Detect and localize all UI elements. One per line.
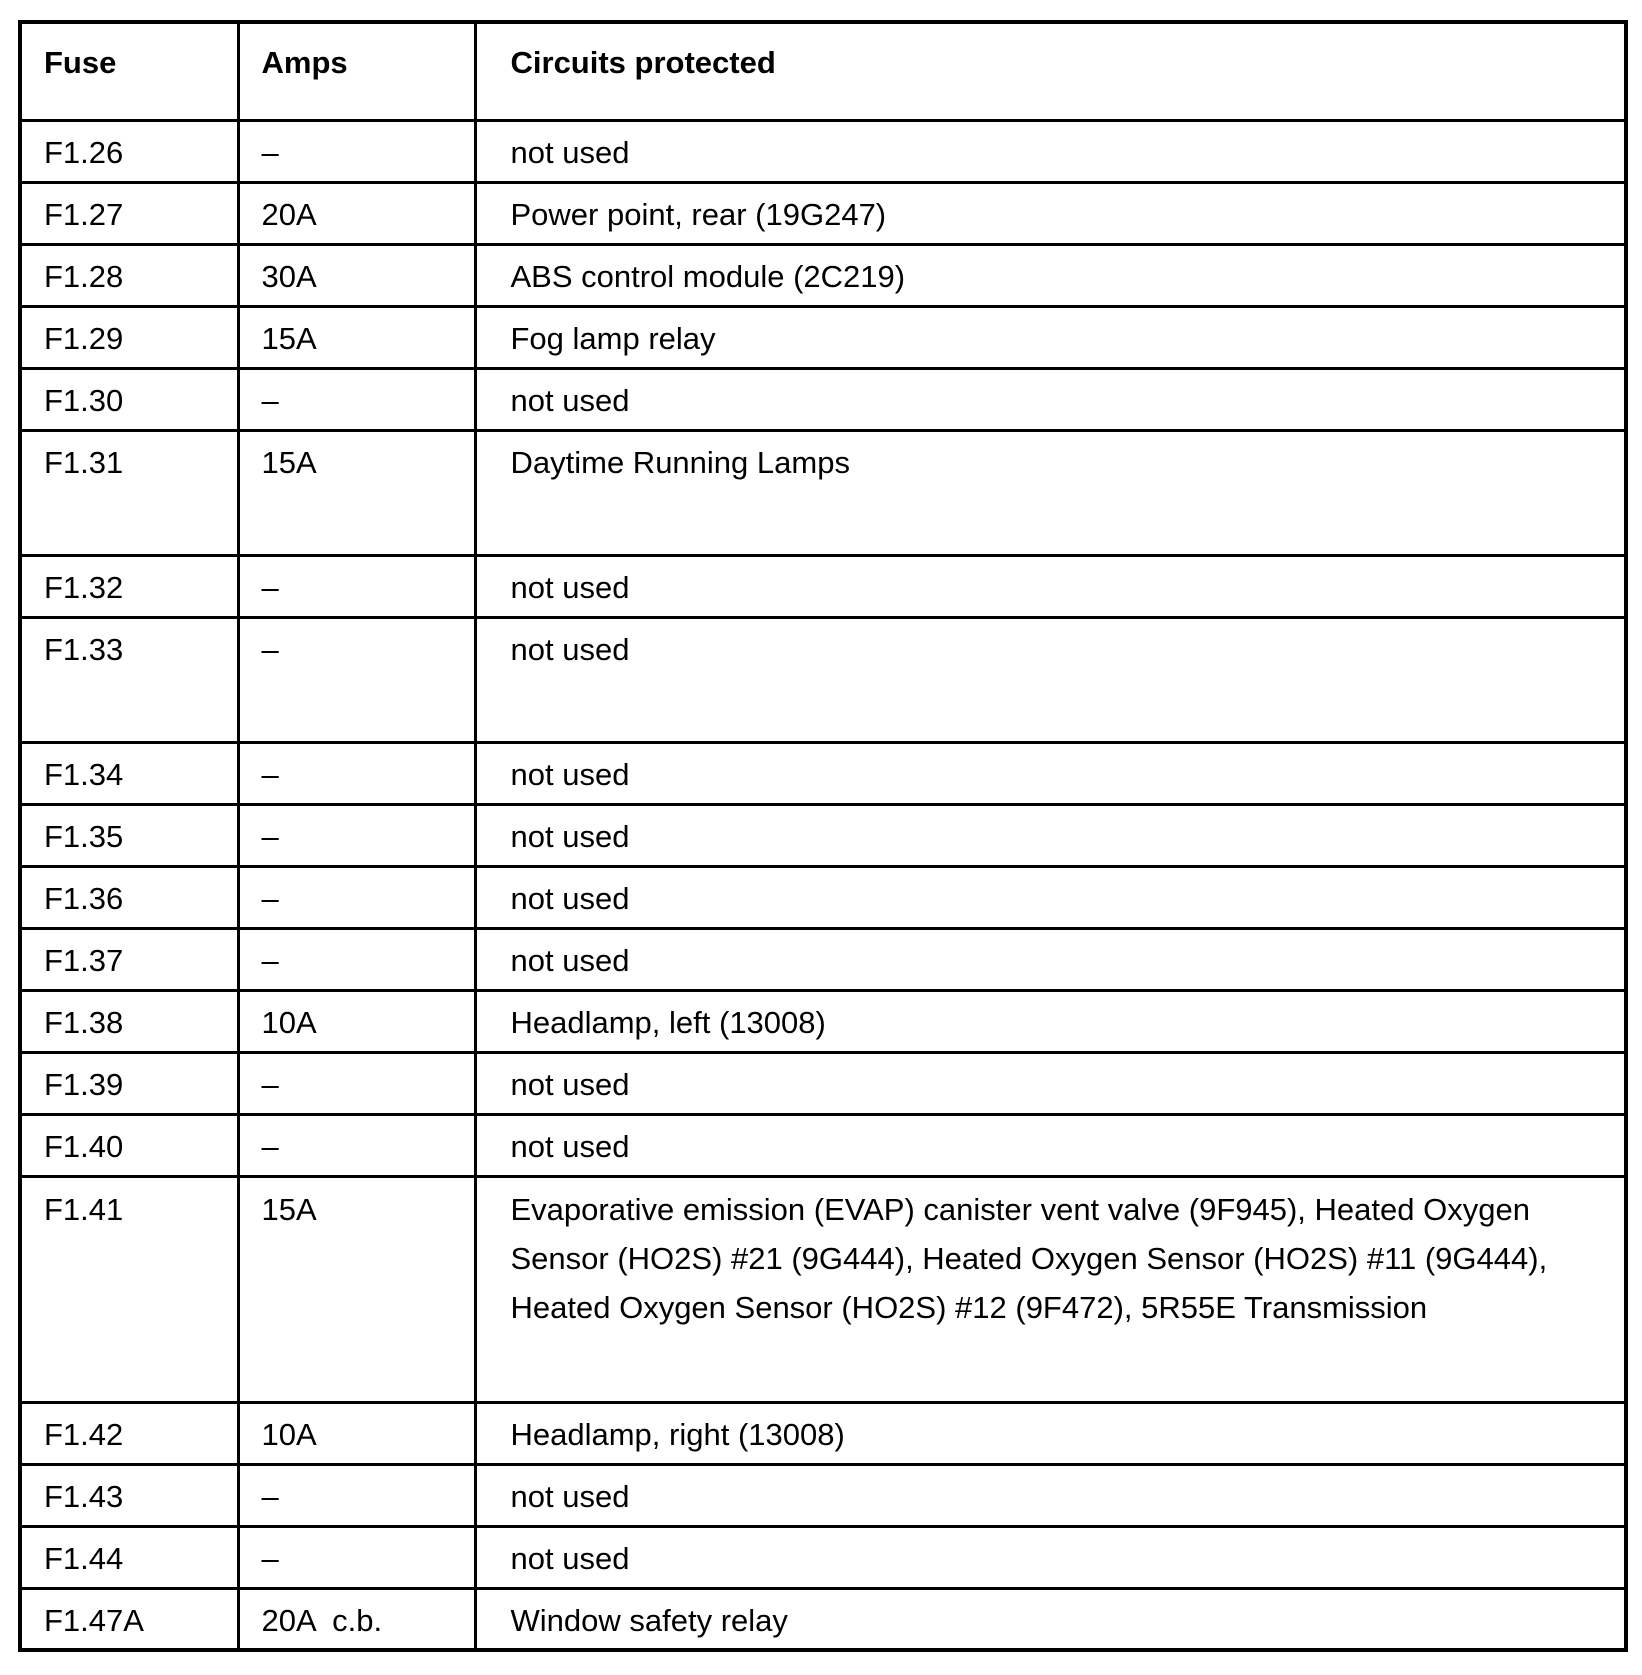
circuits-cell: Headlamp, left (13008) — [475, 990, 1626, 1052]
circuits-cell: not used — [475, 928, 1626, 990]
table-body — [20, 120, 1626, 1650]
amps-cell: 20A — [238, 182, 475, 244]
table-row — [20, 1526, 1626, 1588]
fuse-cell: F1.32 — [20, 555, 238, 617]
amps-cell: – — [238, 866, 475, 928]
header-fuse: Fuse — [20, 22, 238, 120]
circuits-cell: not used — [475, 1526, 1626, 1588]
amps-cell: 10A — [238, 990, 475, 1052]
fuse-cell: F1.41 — [20, 1176, 238, 1402]
fuse-cell: F1.39 — [20, 1052, 238, 1114]
fuse-cell: F1.43 — [20, 1464, 238, 1526]
amps-cell: 20A c.b. — [238, 1588, 475, 1650]
header-amps: Amps — [238, 22, 475, 120]
table-row — [20, 1464, 1626, 1526]
amps-cell: 30A — [238, 244, 475, 306]
table-row — [20, 306, 1626, 368]
table-row — [20, 182, 1626, 244]
table-row — [20, 1052, 1626, 1114]
fuse-cell: F1.27 — [20, 182, 238, 244]
fuse-cell: F1.38 — [20, 990, 238, 1052]
table-row — [20, 866, 1626, 928]
circuits-cell: not used — [475, 866, 1626, 928]
amps-cell: 15A — [238, 306, 475, 368]
amps-cell: 15A — [238, 1176, 475, 1402]
circuits-cell: not used — [475, 1464, 1626, 1526]
table-row — [20, 990, 1626, 1052]
fuse-cell: F1.36 — [20, 866, 238, 928]
amps-cell: – — [238, 1526, 475, 1588]
fuse-cell: F1.44 — [20, 1526, 238, 1588]
fuse-cell: F1.28 — [20, 244, 238, 306]
amps-cell: – — [238, 368, 475, 430]
amps-cell: – — [238, 804, 475, 866]
amps-cell: – — [238, 1114, 475, 1176]
fuse-cell: F1.34 — [20, 742, 238, 804]
circuits-cell: not used — [475, 617, 1626, 742]
table-row — [20, 1588, 1626, 1650]
amps-cell: – — [238, 928, 475, 990]
circuits-cell: not used — [475, 804, 1626, 866]
table-row — [20, 742, 1626, 804]
table-row — [20, 244, 1626, 306]
fuse-cell: F1.42 — [20, 1402, 238, 1464]
fuse-cell: F1.40 — [20, 1114, 238, 1176]
amps-cell: – — [238, 1052, 475, 1114]
fuse-cell: F1.31 — [20, 430, 238, 555]
fuse-cell: F1.37 — [20, 928, 238, 990]
amps-cell: – — [238, 1464, 475, 1526]
table-row — [20, 617, 1626, 742]
circuits-cell: Evaporative emission (EVAP) canister vent valve (9F945), Heated Oxygen Sensor (HO2S) #21 (9G444), Heated Oxygen Sensor (HO2S) #11 (9G444), Heated Oxygen Sensor (HO2S) #12 (9F472), 5R55E Transmission — [475, 1176, 1626, 1402]
circuits-cell: Power point, rear (19G247) — [475, 182, 1626, 244]
fuse-cell: F1.47A — [20, 1588, 238, 1650]
circuits-cell: not used — [475, 742, 1626, 804]
amps-cell: – — [238, 120, 475, 182]
table-row — [20, 928, 1626, 990]
circuits-cell: Fog lamp relay — [475, 306, 1626, 368]
circuits-cell: Daytime Running Lamps — [475, 430, 1626, 555]
amps-cell: 15A — [238, 430, 475, 555]
table-row — [20, 368, 1626, 430]
amps-cell: – — [238, 555, 475, 617]
header-row — [20, 22, 1626, 120]
table-row — [20, 1402, 1626, 1464]
circuits-cell: ABS control module (2C219) — [475, 244, 1626, 306]
table-row — [20, 1114, 1626, 1176]
circuits-cell: not used — [475, 120, 1626, 182]
circuits-cell: not used — [475, 555, 1626, 617]
table-row — [20, 1176, 1626, 1402]
table-row — [20, 430, 1626, 555]
fuse-cell: F1.35 — [20, 804, 238, 866]
header-circuits: Circuits protected — [475, 22, 1626, 120]
amps-cell: – — [238, 617, 475, 742]
fuse-table — [18, 20, 1628, 1652]
amps-cell: – — [238, 742, 475, 804]
circuits-cell: not used — [475, 368, 1626, 430]
circuits-cell: not used — [475, 1052, 1626, 1114]
fuse-cell: F1.29 — [20, 306, 238, 368]
circuits-cell: not used — [475, 1114, 1626, 1176]
table-row — [20, 804, 1626, 866]
circuits-cell: Headlamp, right (13008) — [475, 1402, 1626, 1464]
table-header — [20, 22, 1626, 120]
fuse-cell: F1.26 — [20, 120, 238, 182]
table-row — [20, 120, 1626, 182]
fuse-cell: F1.30 — [20, 368, 238, 430]
table-row — [20, 555, 1626, 617]
amps-cell: 10A — [238, 1402, 475, 1464]
fuse-cell: F1.33 — [20, 617, 238, 742]
circuits-cell: Window safety relay — [475, 1588, 1626, 1650]
